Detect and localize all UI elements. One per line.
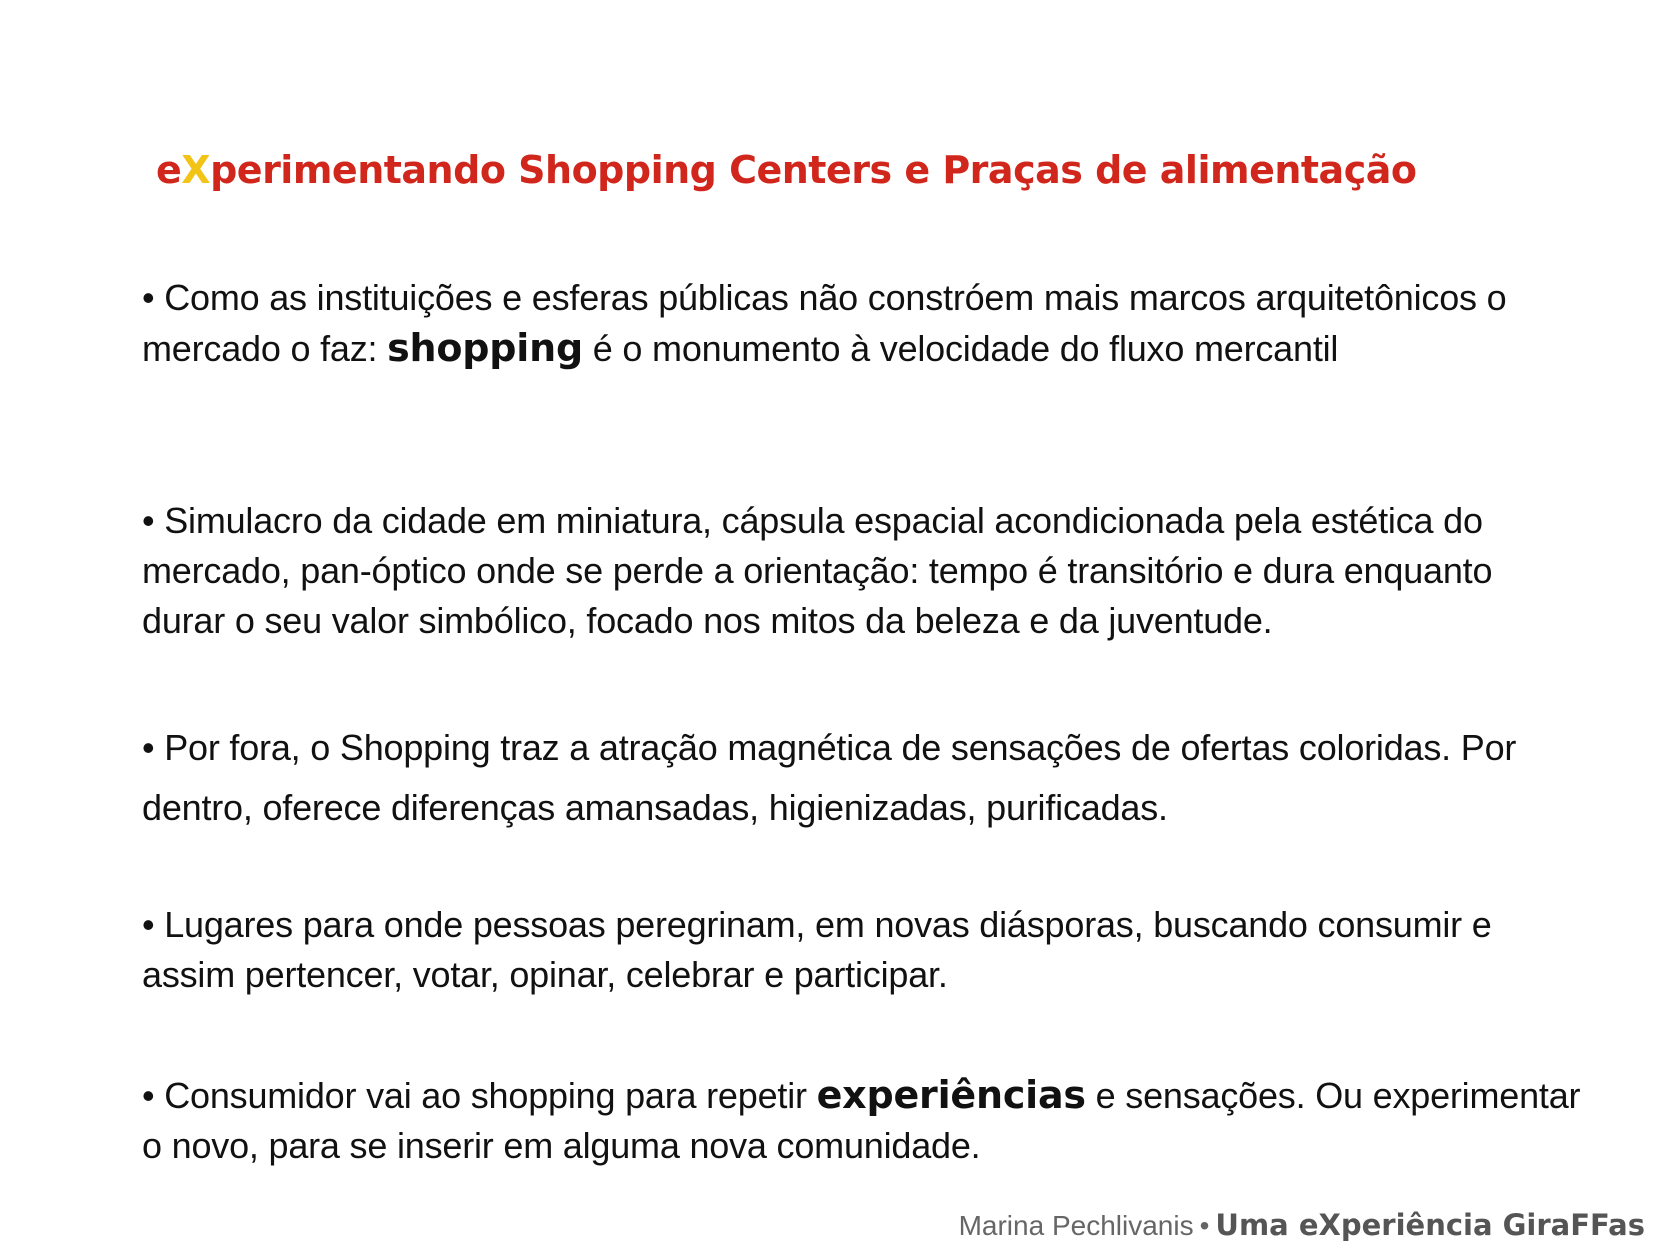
slide-title	[156, 148, 1416, 192]
bullet-3: • Por fora, o Shopping traz a atração magnética de sensações de ofertas coloridas. Por dentro, oferece diferenças amansadas, higienizadas, purificadas.	[142, 727, 1517, 828]
title-rest: perimentando Shopping Centers e Praças de alimentação	[210, 148, 1417, 192]
bullet-4: • Lugares para onde pessoas peregrinam, em novas diásporas, buscando consumir e assim pertencer, votar, opinar, celebrar e participar.	[142, 904, 1492, 995]
bullet-1-text-after: é o monumento à velocidade do fluxo mercantil	[582, 328, 1339, 369]
footer-author: Marina Pechlivanis	[958, 1210, 1194, 1241]
bullet-1-bold-term: shopping	[387, 326, 583, 370]
bullet-5-bold-term: experiências	[816, 1073, 1086, 1117]
bullet-5-text-before: • Consumidor vai ao shopping para repetir	[142, 1075, 817, 1116]
footer-brand: Uma eXperiência GiraFFas	[1215, 1208, 1645, 1242]
bullet-5-text-after: e sensações. Ou experimentar o novo, para se inserir em alguma nova comunidade.	[142, 1075, 1581, 1166]
bullet-2: • Simulacro da cidade em miniatura, cápsula espacial acondicionada pela estética do mercado, pan-óptico onde se perde a orientação: tempo é transitório e dura enquanto durar o seu valor simbólico, focado nos mitos da beleza e da juventude.	[142, 500, 1493, 641]
slide-footer	[959, 1208, 1645, 1242]
title-accent-letter: X	[181, 148, 211, 192]
footer-separator: •	[1199, 1210, 1210, 1241]
bullet-5	[142, 1070, 1582, 1171]
title-prefix: e	[156, 148, 182, 192]
bullet-1	[142, 273, 1582, 374]
bullet-1-text-before: • Como as instituições e esferas públicas não constróem mais marcos arquitetônicos o mercado o faz:	[142, 277, 1507, 369]
